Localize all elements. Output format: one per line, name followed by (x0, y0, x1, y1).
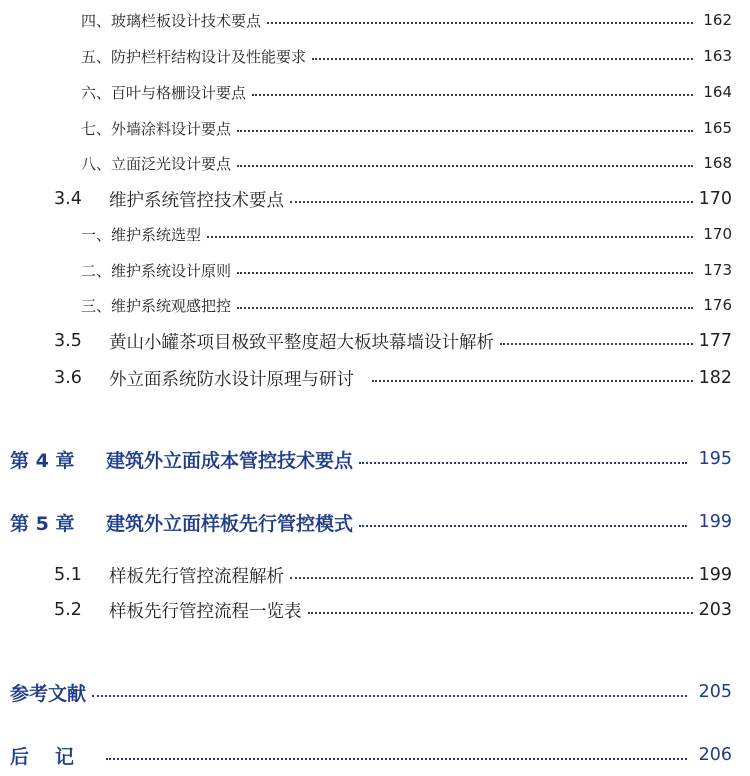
toc-chapter-title: 建筑外立面成本管控技术要点 (106, 449, 354, 472)
toc-entry[interactable] (0, 44, 750, 68)
toc-entry-title: 六、百叶与格栅设计要点 (81, 83, 247, 102)
toc-leader-dots (290, 201, 693, 203)
toc-leader-dots (207, 236, 693, 238)
toc-section-number: 3.6 (54, 368, 82, 388)
toc-section-number: 3.4 (54, 189, 82, 209)
toc-section-3-4[interactable] (0, 185, 750, 213)
toc-entry[interactable] (0, 293, 750, 317)
toc-section-title: 维护系统管控技术要点 (109, 190, 284, 211)
toc-references[interactable] (0, 677, 750, 707)
toc-entry[interactable] (0, 222, 750, 246)
toc-entry-page: 170 (703, 225, 732, 243)
toc-postscript-title: 后记 (10, 745, 101, 768)
toc-section-number: 5.1 (54, 565, 82, 585)
toc-entry[interactable] (0, 116, 750, 140)
toc-section-3-6[interactable] (0, 364, 750, 392)
toc-entry[interactable] (0, 8, 750, 32)
toc-entry-page: 162 (703, 11, 732, 29)
toc-leader-dots (500, 343, 693, 345)
toc-leader-dots (267, 22, 693, 24)
toc-leader-dots (372, 380, 693, 382)
toc-entry-title: 二、维护系统设计原则 (81, 261, 232, 280)
toc-section-number: 3.5 (54, 331, 82, 351)
toc-entry[interactable] (0, 151, 750, 175)
toc-chapter-number: 第 5 章 (10, 512, 75, 535)
toc-references-title: 参考文献 (10, 682, 87, 705)
toc-chapter-page: 199 (698, 512, 732, 532)
toc-entry-page: 168 (703, 154, 732, 172)
toc-entry-title: 五、防护栏杆结构设计及性能要求 (81, 47, 307, 66)
toc-chapter-title: 建筑外立面样板先行管控模式 (106, 512, 354, 535)
toc-entry-title: 四、玻璃栏板设计技术要点 (81, 11, 262, 30)
toc-leader-dots (312, 58, 693, 60)
toc-entry-page: 165 (703, 119, 732, 137)
toc-section-page: 203 (698, 600, 732, 620)
toc-entry[interactable] (0, 258, 750, 282)
toc-references-page: 205 (698, 682, 732, 702)
toc-entry-page: 176 (703, 296, 732, 314)
toc-section-title: 外立面系统防水设计原理与研讨 (109, 369, 354, 390)
toc-section-page: 182 (698, 368, 732, 388)
toc-leader-dots (290, 577, 693, 579)
toc-section-page: 170 (698, 189, 732, 209)
toc-leader-dots (237, 307, 693, 309)
toc-entry-title: 八、立面泛光设计要点 (81, 154, 232, 173)
toc-chapter-page: 195 (698, 449, 732, 469)
toc-entry-page: 164 (703, 83, 732, 101)
toc-section-number: 5.2 (54, 600, 82, 620)
toc-section-page: 177 (698, 331, 732, 351)
toc-entry[interactable] (0, 80, 750, 104)
toc-leader-dots (237, 130, 693, 132)
toc-leader-dots (308, 612, 694, 614)
toc-leader-dots (106, 758, 687, 760)
toc-postscript[interactable] (0, 740, 750, 770)
toc-section-title: 样板先行管控流程解析 (109, 566, 284, 587)
toc-leader-dots (237, 165, 693, 167)
toc-entry-title: 三、维护系统观感把控 (81, 296, 232, 315)
toc-postscript-page: 206 (698, 745, 732, 765)
toc-section-5-1[interactable] (0, 561, 750, 589)
toc-section-3-5[interactable] (0, 327, 750, 355)
toc-section-title: 黄山小罐茶项目极致平整度超大板块幕墙设计解析 (109, 332, 494, 353)
toc-chapter-5[interactable] (0, 507, 750, 537)
toc-leader-dots (92, 695, 687, 697)
toc-leader-dots (359, 462, 687, 464)
toc-entry-title: 七、外墙涂料设计要点 (81, 119, 232, 138)
toc-chapter-number: 第 4 章 (10, 449, 75, 472)
toc-section-title: 样板先行管控流程一览表 (109, 601, 302, 622)
toc-entry-page: 173 (703, 261, 732, 279)
toc-leader-dots (359, 525, 687, 527)
toc-entry-title: 一、维护系统选型 (81, 225, 202, 244)
toc-entry-page: 163 (703, 47, 732, 65)
toc-leader-dots (237, 272, 693, 274)
toc-section-page: 199 (698, 565, 732, 585)
toc-chapter-4[interactable] (0, 444, 750, 474)
toc-section-5-2[interactable] (0, 596, 750, 624)
toc-leader-dots (252, 94, 693, 96)
